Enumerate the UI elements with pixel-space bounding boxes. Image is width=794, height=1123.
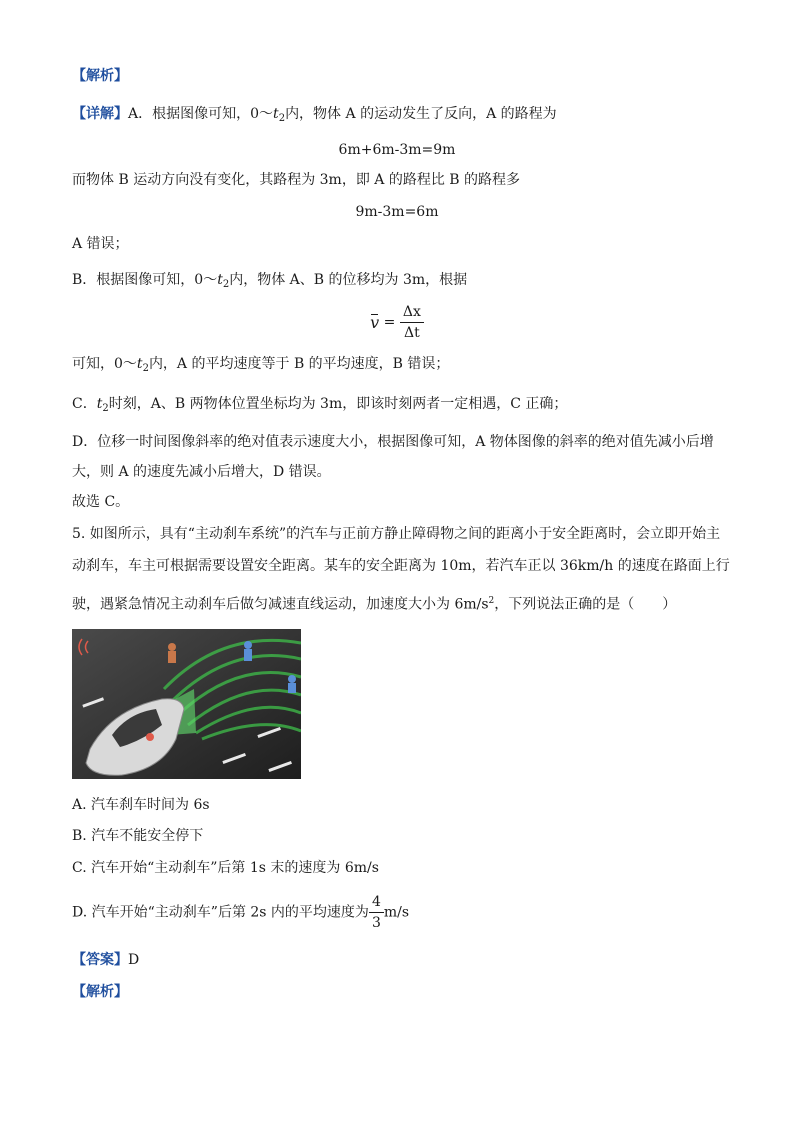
analysis-heading-top: 【解析】 [72,68,128,84]
equation-path-a: 6m+6m-3m=9m [338,142,456,158]
explanation-a-line: 【详解】A．根据图像可知，$0\sim t_2$内，物体 A 的运动发生了反向，A 的路程为 [72,106,557,124]
answer-heading: 【答案】 [72,952,128,968]
detail-heading: 【详解】 [72,106,128,122]
option-c: C. 汽车开始“主动刹车”后第 1s 末的速度为 6m/s [72,860,379,876]
explanation-b-line: B．根据图像可知，$0\sim t_2$内，物体 A、B 的位移均为 3m，根据 [72,272,468,290]
auto-brake-car-figure [72,629,301,779]
question-5-line-3: 驶，遇紧急情况主动刹车后做匀减速直线运动，加速度大小为 $6m/s^2$，下列说法正确的是（ ） [72,596,677,613]
answer-line [72,950,139,970]
explanation-b-verdict: 可知，$0\sim t_2$内，A 的平均速度等于 B 的平均速度，B 错误； [72,356,450,374]
average-velocity-formula: v = $\frac{\Delta x}{\Delta t}$ [0,302,794,343]
average-velocity-symbol: v [370,313,380,332]
question-5-line-2: 动刹车，车主可根据需要设置安全距离。某车的安全距离为 10m，若汽车正以 36km/h 的速度在路面上行 [72,558,730,574]
velocity-fraction: $\frac{\Delta x}{\Delta t}$ [400,302,424,343]
equation-path-difference: 9m-3m=6m [355,204,439,220]
option-d: D. 汽车开始“主动刹车”后第 2s 内的平均速度为 $\frac{4}{3}$ m/s [72,894,410,931]
explanation-a-verdict: A 错误； [72,236,129,252]
question-5-line-1: 5. 如图所示，具有“主动刹车系统”的汽车与正前方静止障碍物之间的距离小于安全距离时，会立即开始主 [72,526,721,542]
conclusion-line: 故选 C。 [72,494,130,510]
option-d-fraction: $\frac{4}{3}$ [369,892,384,933]
analysis-heading-bottom: 【解析】 [72,984,128,1000]
explanation-d-line-1: D．位移一时间图像斜率的绝对值表示速度大小，根据图像可知，A 物体图像的斜率的绝对值先减小后增 [72,434,714,450]
explanation-c-line: C．$t_2$时刻，A、B 两物体位置坐标均为 3m，即该时刻两者一定相遇，C 正确； [72,396,568,414]
option-b: B. 汽车不能安全停下 [72,828,204,844]
option-a: A. 汽车刹车时间为 6s [72,797,210,813]
explanation-d-line-2: 大，则 A 的速度先减小后增大，D 错误。 [72,464,331,480]
explanation-b-path-line: 而物体 B 运动方向没有变化，其路程为 3m，即 A 的路程比 B 的路程多 [72,172,521,188]
answer-value: D [128,952,140,968]
